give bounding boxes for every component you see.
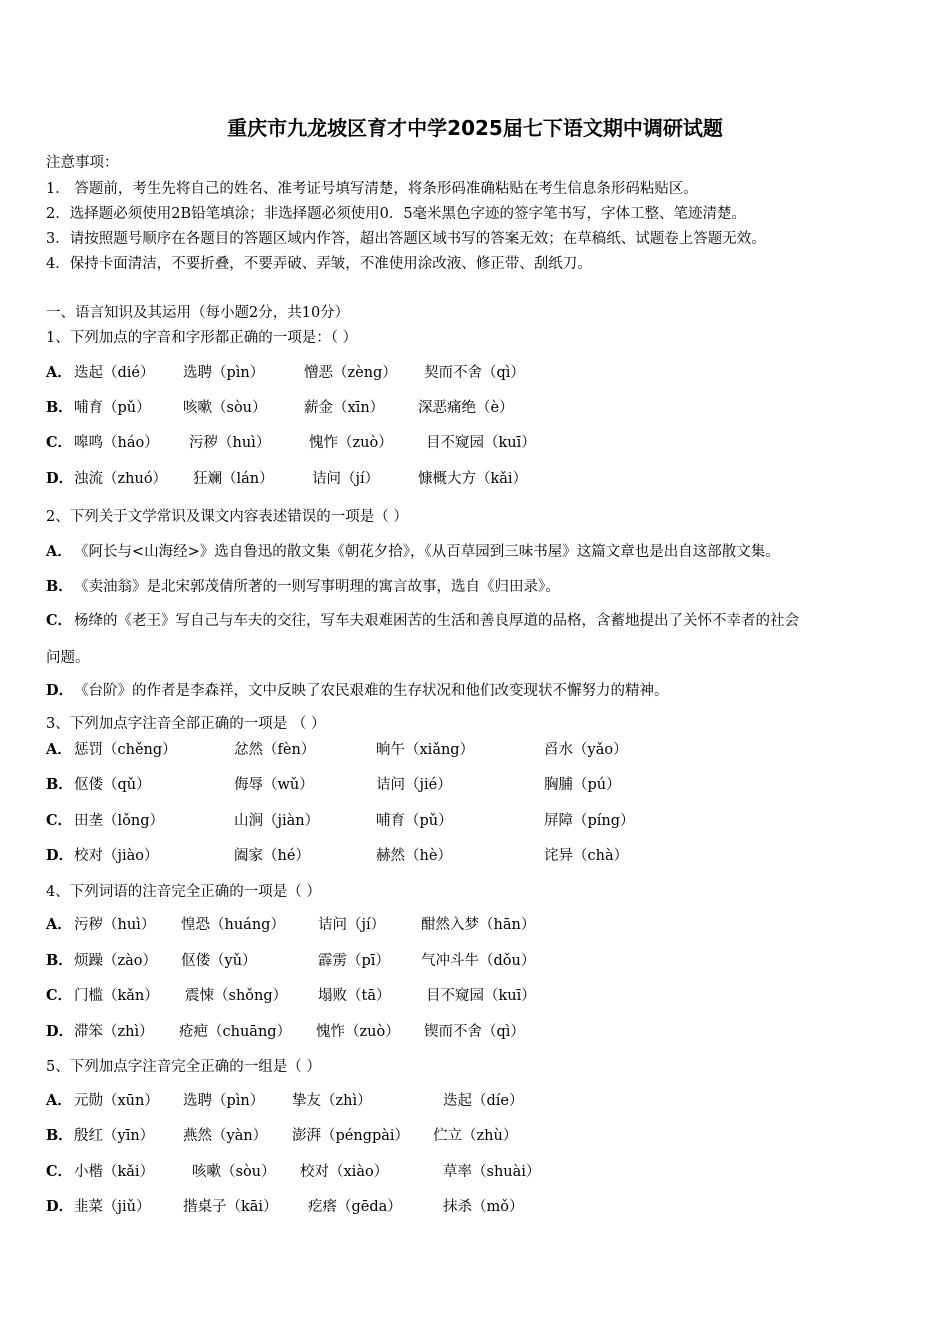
option-item: 锲而不舍（qì）	[424, 1024, 525, 1040]
option-item: 晌午（xiǎng）	[376, 742, 475, 758]
q4-option-d	[46, 1020, 74, 1041]
notice-item: 4．保持卡面清洁，不要折叠，不要弄破、弄皱，不准使用涂改液、修正带、刮纸刀。	[46, 256, 592, 272]
notice-item: 2．选择题必须使用2B铅笔填涂；非选择题必须使用0．5毫米黑色字迹的签字笔书写，字体工整、笔迹清楚。	[46, 206, 747, 222]
q2-option-c-continued: 问题。	[46, 650, 90, 666]
option-item: 气冲斗牛（dǒu）	[421, 953, 536, 969]
option-item: 挚友（zhì）	[292, 1093, 372, 1109]
question-4-stem: 4、下列词语的注音完全正确的一项是（ ）	[46, 884, 321, 900]
option-item: 迭起（dié）	[74, 365, 155, 381]
option-item: 抹杀（mǒ）	[443, 1199, 524, 1215]
q5-option-b	[46, 1124, 74, 1145]
option-item: 诘问（jié）	[376, 777, 452, 793]
option-label: B．	[46, 1127, 73, 1144]
option-item: 疙瘩（gēda）	[308, 1199, 402, 1215]
option-item: 韭菜（jiǔ）	[74, 1199, 151, 1215]
option-item: 草率（shuài）	[443, 1164, 541, 1180]
option-item: 诘问（jí）	[318, 917, 386, 933]
notice-item: 3．请按照题号顺序在各题目的答题区域内作答，超出答题区域书写的答案无效；在草稿纸、试题卷上答题无效。	[46, 231, 766, 247]
option-item: 咳嗽（sòu）	[192, 1164, 276, 1180]
option-item: 嗥鸣（háo）	[74, 435, 159, 451]
option-item: 澎湃（péngpài）	[292, 1128, 410, 1144]
option-item: 哺育（pǔ）	[376, 813, 453, 829]
option-label: C．	[46, 987, 73, 1004]
option-label: D．	[46, 470, 74, 487]
option-item: 殷红（yīn）	[74, 1128, 155, 1144]
q2-option-a	[46, 540, 780, 561]
option-item: 塌败（tā）	[318, 988, 391, 1004]
notice-heading: 注意事项：	[46, 155, 119, 171]
option-item: 憎恶（zèng）	[304, 365, 397, 381]
option-item: 薪金（xīn）	[304, 400, 385, 416]
q1-option-a	[46, 361, 74, 382]
option-item: 伛偻（yǔ）	[181, 953, 257, 969]
option-item: 目不窥园（kuī）	[426, 435, 536, 451]
section-heading: 一、语言知识及其运用（每小题2分，共10分）	[46, 305, 350, 321]
option-item: 慷概大方（kǎi）	[418, 471, 528, 487]
question-1-stem: 1、下列加点的字音和字形都正确的一项是：（ ）	[46, 330, 358, 346]
option-item: 愧怍（zuò）	[316, 1024, 400, 1040]
q5-option-c	[46, 1160, 74, 1181]
option-item: 惶恐（huáng）	[181, 917, 285, 933]
option-label: C．	[46, 434, 73, 451]
q2-option-c	[46, 609, 799, 630]
q1-option-c	[46, 431, 74, 452]
option-item: 滞笨（zhì）	[74, 1024, 154, 1040]
option-item: 震悚（shǒng）	[185, 988, 288, 1004]
option-item: 田垄（lǒng）	[74, 813, 164, 829]
q3-option-a	[46, 738, 74, 759]
option-item: 揩桌子（kāi）	[183, 1199, 278, 1215]
question-2-stem: 2、下列关于文学常识及课文内容表述错误的一项是（ ）	[46, 509, 408, 525]
option-item: 深恶痛绝（è）	[418, 400, 514, 416]
option-item: 污秽（huì）	[189, 435, 271, 451]
option-item: 烦躁（zào）	[74, 953, 158, 969]
option-item: 咳嗽（sòu）	[183, 400, 267, 416]
question-5-stem: 5、下列加点字注音完全正确的一组是（ ）	[46, 1059, 321, 1075]
option-label: D．	[46, 682, 74, 699]
option-item: 惩罚（chěng）	[74, 742, 177, 758]
option-label: B．	[46, 776, 73, 793]
option-label: A．	[46, 543, 72, 560]
option-item: 迭起（díe）	[443, 1093, 524, 1109]
option-item: 山涧（jiàn）	[234, 813, 320, 829]
option-item: 伫立（zhù）	[433, 1128, 518, 1144]
option-item: 哺育（pǔ）	[74, 400, 151, 416]
option-item: 选聘（pìn）	[183, 1093, 265, 1109]
option-item: 契而不舍（qì）	[424, 365, 525, 381]
q1-option-b	[46, 396, 74, 417]
option-item: 校对（xiào）	[300, 1164, 389, 1180]
option-item: 元勋（xūn）	[74, 1093, 159, 1109]
q4-option-b	[46, 949, 74, 970]
option-item: 燕然（yàn）	[183, 1128, 268, 1144]
option-label: C．	[46, 812, 73, 829]
page-title: 重庆市九龙坡区育才中学2025届七下语文期中调研试题	[227, 116, 723, 140]
option-item: 疮疤（chuāng）	[179, 1024, 292, 1040]
option-label: A．	[46, 1092, 72, 1109]
option-item: 门槛（kǎn）	[74, 988, 159, 1004]
q5-option-d	[46, 1195, 74, 1216]
option-text: 杨绛的《老王》写自己与车夫的交往，写车夫艰难困苦的生活和善良厚道的品格，含蓄地提出了关怀不幸者的社会	[74, 613, 799, 629]
option-label: D．	[46, 847, 74, 864]
option-item: 诘问（jí）	[312, 471, 380, 487]
option-item: 霹雳（pī）	[318, 953, 390, 969]
option-item: 酣然入梦（hān）	[421, 917, 536, 933]
option-item: 小楷（kǎi）	[74, 1164, 155, 1180]
option-item: 诧异（chà）	[544, 848, 629, 864]
option-label: A．	[46, 364, 72, 381]
notice-item: 1． 答题前，考生先将自己的姓名、准考证号填写清楚，将条形码准确粘贴在考生信息条形码粘贴区。	[46, 181, 698, 197]
option-label: B．	[46, 399, 73, 416]
q3-option-c	[46, 809, 74, 830]
option-item: 忿然（fèn）	[234, 742, 316, 758]
q1-option-d	[46, 467, 74, 488]
option-text: 《台阶》的作者是李森祥，文中反映了农民艰难的生存状况和他们改变现状不懈努力的精神。	[74, 683, 669, 699]
option-item: 胸脯（pú）	[544, 777, 621, 793]
q4-option-c	[46, 984, 74, 1005]
option-item: 校对（jiào）	[74, 848, 159, 864]
option-label: C．	[46, 612, 73, 629]
option-label: A．	[46, 741, 72, 758]
option-text: 《卖油翁》是北宋郭茂倩所著的一则写事明理的寓言故事，选自《归田录》。	[74, 579, 560, 595]
option-item: 阖家（hé）	[234, 848, 310, 864]
q5-option-a	[46, 1089, 74, 1110]
option-text: 《阿长与<山海经>》选自鲁迅的散文集《朝花夕拾》，《从百草园到三味书屋》这篇文章也是出自这部散文集。	[74, 544, 780, 560]
option-item: 污秽（huì）	[74, 917, 156, 933]
option-item: 狂斓（lán）	[193, 471, 274, 487]
option-item: 赫然（hè）	[376, 848, 452, 864]
q3-option-b	[46, 773, 74, 794]
q4-option-a	[46, 913, 74, 934]
option-item: 侮辱（wǔ）	[234, 777, 314, 793]
option-item: 选聘（pìn）	[183, 365, 265, 381]
option-label: D．	[46, 1023, 74, 1040]
q3-option-d	[46, 844, 74, 865]
option-item: 愧怍（zuò）	[309, 435, 393, 451]
q2-option-b	[46, 575, 560, 596]
option-item: 浊流（zhuó）	[74, 471, 168, 487]
option-label: D．	[46, 1198, 74, 1215]
option-label: B．	[46, 952, 73, 969]
option-label: C．	[46, 1163, 73, 1180]
option-item: 伛偻（qǔ）	[74, 777, 151, 793]
option-item: 目不窥园（kuī）	[426, 988, 536, 1004]
option-label: B．	[46, 578, 73, 595]
q2-option-d	[46, 679, 669, 700]
option-label: A．	[46, 916, 72, 933]
question-3-stem: 3、下列加点字注音全部正确的一项是 （ ）	[46, 716, 326, 732]
option-item: 屏障（píng）	[544, 813, 635, 829]
option-item: 舀水（yǎo）	[544, 742, 628, 758]
